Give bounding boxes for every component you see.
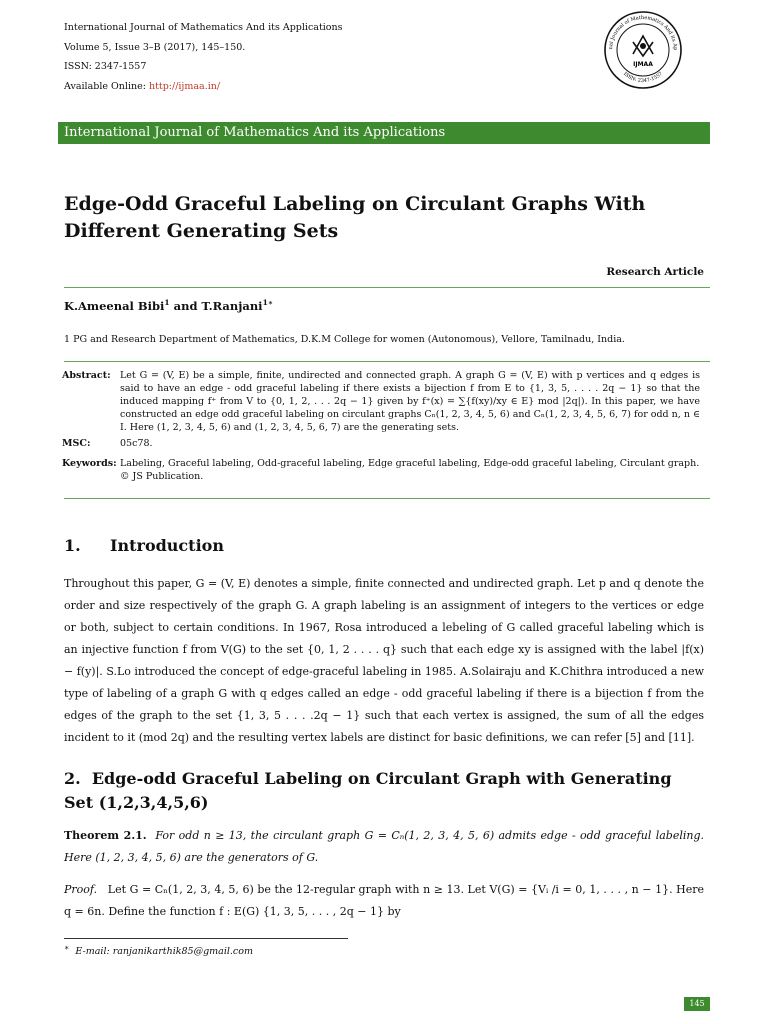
page-number: 145 [684,997,710,1011]
abstract-text: Let G = (V, E) be a simple, finite, undirected and connected graph. A graph G = (V, E) with p vertices and q edges is said to have an edge - odd graceful labeling if there exists a bijection f from E to {1, 3, 5, . . . . 2q − 1} so that the induced mapping f⁺ from V to {0, 1, 2, . . . 2q − 1} given by f⁺(x) = ∑{f(xy)/xy ∈ E} mod |2q|). In this paper, we have constructed an edge odd graceful labeling on circulant graphs Cₙ(1, 2, 3, 4, 5, 6) and Cₙ(1, 2, 3, 4, 5, 6, 7) for odd n, n ∈ I. Here (1, 2, 3, 4, 5, 6) and (1, 2, 3, 4, 5, 6, 7) are the generating sets. [120,370,700,433]
author-2-sup: 1∗ [262,298,273,307]
author-1-sup: 1 [164,298,170,307]
footnote [64,943,253,957]
section-heading-edge-odd [64,767,704,815]
msc-row [62,437,700,450]
theorem-text: For odd n ≥ 13, the circulant graph G = Cₙ(1, 2, 3, 4, 5, 6) admits edge - odd graceful labeling. Here (1, 2, 3, 4, 5, 6) are the generators of G. [64,829,704,864]
svg-text:IJMAA: IJMAA [633,61,653,68]
journal-header [64,18,343,96]
section-number: 1. [64,536,81,555]
svg-text:ISSN: 2347-1557: ISSN: 2347-1557 [622,70,664,85]
keywords-row [62,457,700,483]
authors [64,298,273,313]
section-heading-introduction [64,536,224,555]
svg-text:International Journal of Mathe: nal Journal of Mathematics And its Ap [607,14,679,51]
journal-seal-logo [603,10,683,90]
section-title: Edge-odd Graceful Labeling on Circulant Graph with Generating Set (1,2,3,4,5,6) [64,769,672,812]
author-2: T.Ranjani [201,298,263,313]
journal-availability [64,77,343,97]
footnote-divider [64,938,348,939]
introduction-paragraph: Throughout this paper, G = (V, E) denotes a simple, finite connected and undirected graph. Let p and q denote the order and size respectively of the graph G. A graph labeling is an assignment of integers to the vertices or edge or both, subject to certain conditions. In 1967, Rosa introduced a lebeling of G called graceful labeling which is an injective function f from V(G) to the set {0, 1, 2 . . . . q} such that each edge xy is assigned with the label |f(x) − f(y)|. S.Lo introduced the concept of edge-graceful labeling in 1985. A.Solairaju and K.Chithra introduced a new type of labeling of a graph G with q edges called an edge - odd graceful labeling if there is a bijection f from the edges of the graph to the set {1, 3, 5 . . . .2q − 1} such that each vertex is assigned, the sum of all the edges incident to it (mod 2q) and the resulting vertex labels are distinct for basic definitions, we can refer [5] and [11]. [64,577,704,744]
proof-label: Proof. [64,883,98,896]
abstract-row [62,369,700,434]
paper-title: Edge-Odd Graceful Labeling on Circulant Graphs With Different Generating Sets [64,193,646,242]
journal-url-link[interactable]: http://ijmaa.in/ [148,80,221,92]
article-type: Research Article [606,266,704,278]
theorem-2-1 [64,825,704,869]
theorem-label: Theorem 2.1. [64,829,147,842]
divider [64,361,710,362]
msc-label: MSC: [62,438,91,449]
available-label: Available Online: [64,80,149,92]
divider [64,498,710,499]
copyright: © JS Publication. [120,471,204,482]
keywords-label: Keywords: [62,458,117,469]
journal-banner: International Journal of Mathematics And its Applications [58,122,710,144]
footnote-mark: ∗ [64,943,70,952]
keywords-value: Labeling, Graceful labeling, Odd-graceful labeling, Edge graceful labeling, Edge-odd graceful labeling, Circulant graph. [120,458,700,469]
author-1: K.Ameenal Bibi [64,298,165,313]
proof-text: Let G = Cₙ(1, 2, 3, 4, 5, 6) be the 12-regular graph with n ≥ 13. Let V(G) = {Vᵢ /i = 0, 1, . . . , n − 1}. Here q = 6n. Define the function f : E(G) {1, 3, 5, . . . , 2q − 1} by [64,883,705,918]
footnote-email: E-mail: ranjanikarthik85@gmail.com [75,946,253,958]
section-number: 2. [64,769,81,788]
msc-value: 05c78. [120,438,153,449]
section-title: Introduction [110,536,224,555]
divider [64,287,710,288]
abstract-label: Abstract: [62,370,111,381]
author-and: and [169,298,202,313]
proof-paragraph [64,879,704,923]
journal-name: International Journal of Mathematics And its Applications [64,22,343,33]
journal-volume: Volume 5, Issue 3–B (2017), 145–150. [64,41,246,53]
journal-issn: ISSN: 2347-1557 [64,61,147,72]
affiliation: 1 PG and Research Department of Mathematics, D.K.M College for women (Autonomous), Vellore, Tamilnadu, India. [64,334,625,345]
